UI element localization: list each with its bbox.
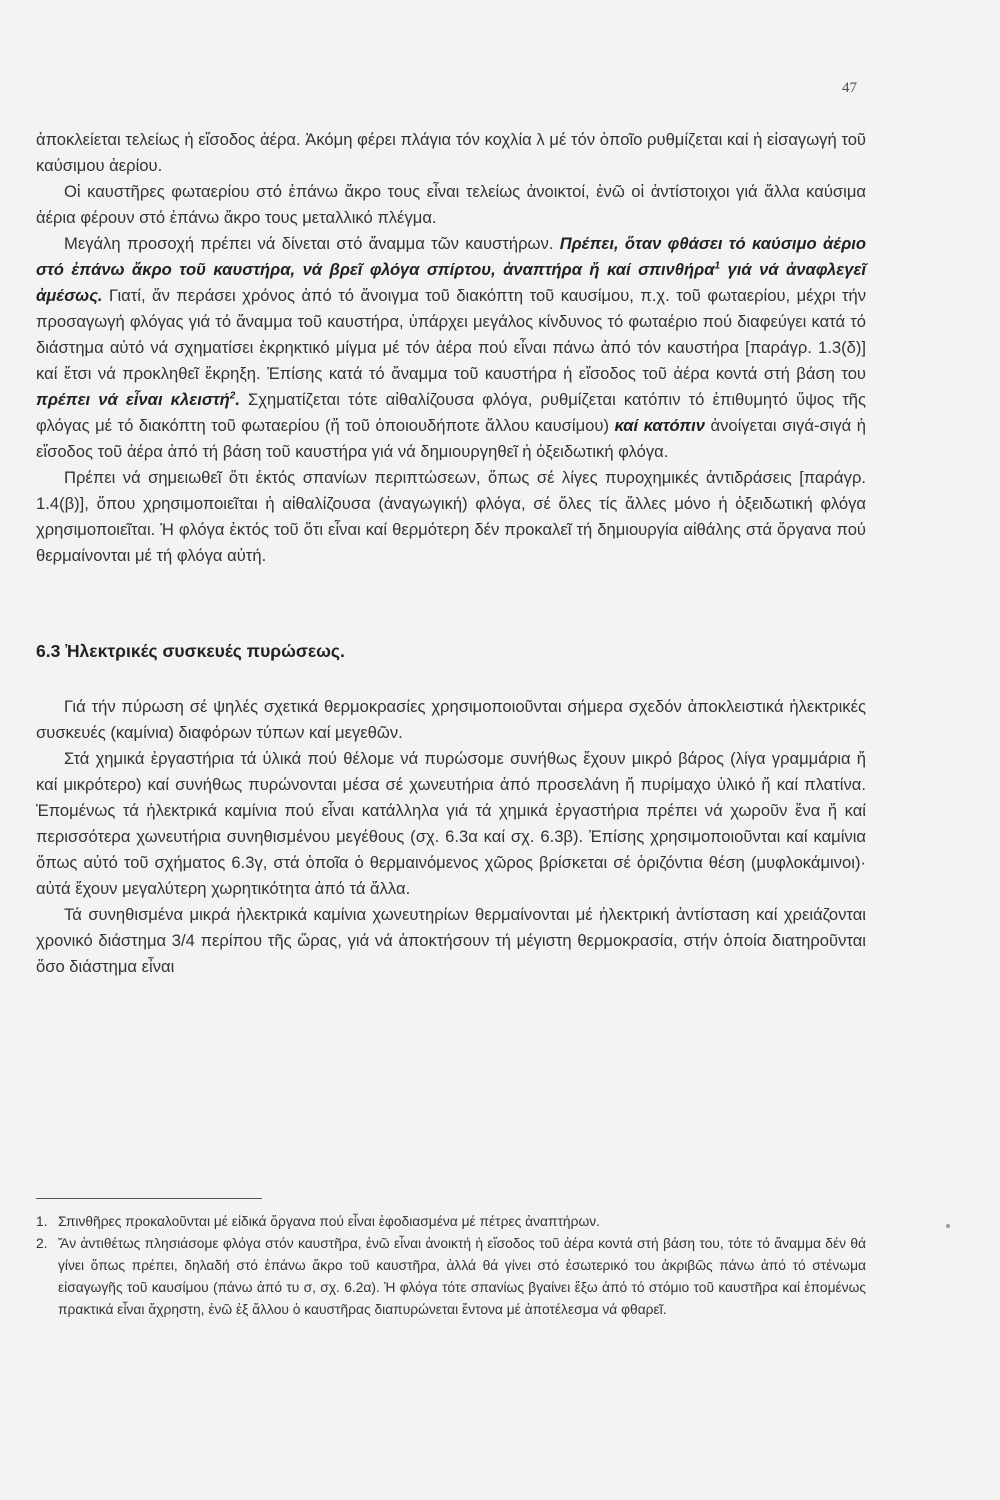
paragraph-text: Οἱ καυστῆρες φωταερίου στό ἐπάνω ἄκρο τους εἶναι τελείως ἀνοικτοί, ἐνῶ οἱ ἀντίστοιχοι γιά ἄλλα καύσιμα ἀέρια φέρουν στό ἐπάνω ἄκρο τους μεταλλικό πλέγμα. xyxy=(36,182,866,227)
paragraph-text: Πρέπει νά σημειωθεῖ ὅτι ἐκτός σπανίων περιπτώσεων, ὅπως σέ λίγες πυροχημικές ἀντιδράσεις [παράγρ. 1.4(β)], ὅπου χρησιμοποιεῖται ἡ αἰθαλίζουσα (ἀναγωγική) φλόγα, σέ ὅλες τίς ἄλλες μόνο ἡ ὀξειδωτική φλόγα χρησιμοποιεῖται. Ἡ φλόγα ἐκτός τοῦ ὅτι εἶναι καί θερμότερη δέν προκαλεῖ τή δημιουργία αἰθάλης στά ὄργανα πού θερμαίνονται μέ τή φλόγα αὐτή. xyxy=(36,468,866,565)
paragraph-continued xyxy=(36,127,866,179)
section-heading: 6.3 Ἠλεκτρικές συσκευές πυρώσεως. xyxy=(36,641,345,661)
paragraph-text: ἀνοίγεται σιγά-σιγά ἡ εἴσοδος τοῦ ἀέρα ἀπό τή βάση τοῦ καυστήρα γιά νά δημιουργηθεῖ ἡ ὀξειδωτική φλόγα. xyxy=(36,416,866,461)
paragraph-burners-top xyxy=(36,179,866,231)
paragraph-text: Στά χημικά ἐργαστήρια τά ὑλικά πού θέλομε νά πυρώσομε συνήθως ἔχουν μικρό βάρος (λίγα γραμμάρια ἤ καί μικρότερο) καί συνήθως πυρώνονται μέσα σέ χωνευτήρια ἀπό προσελάνη ἤ πυρίμαχο ὑλικό ἤ καί πλατίνα. Ἑπομένως τά ἠλεκτρικά καμίνια πού εἶναι κατάλληλα γιά τά χημικά ἐργαστήρια πρέπει νά χωροῦν ἕνα ἤ καί περισσότερα χωνευτήρια συνηθισμένου μεγέθους (σχ. 6.3α καί σχ. 6.3β). Ἐπίσης χρησιμοποιοῦνται καί καμίνια ὅπως αὐτό τοῦ σχήματος 6.3γ, στά ὁποῖα ὁ θερμαινόμενος χῶρος βρίσκεται σέ ὁριζόντια θέση (μυφλοκάμινοι)· αὐτά ἔχουν μεγαλύτερη χωρητικότητα ἀπό τά ἄλλα. xyxy=(36,749,866,898)
emphasis-text: . xyxy=(235,390,240,409)
emphasis-text: πρέπει νά εἶναι κλειστή xyxy=(36,390,230,409)
paragraph-text: Γιατί, ἄν περάσει χρόνος ἀπό τό ἄνοιγμα τοῦ διακόπτη τοῦ καυσίμου, π.χ. τοῦ φωταερίου, μέχρι τήν προσαγωγή φλόγας γιά τό ἄναμμα τοῦ καυστήρα, ὑπάρχει μεγάλος κίνδυνος τό φωταέριο πού διαφεύγει κατά τό διάστημα αὐτό νά σχηματίσει ἐκρηκτικό μίγμα μέ τόν ἀέρα πού εἶναι πάνω ἀπό τόν καυστήρα [παράγρ. 1.3(δ)] καί ἔτσι νά προκληθεῖ ἔκρηξη. Ἐπίσης κατά τό ἄναμμα τοῦ καυστήρα ἡ εἴσοδος τοῦ ἀέρα κοντά στή βάση του xyxy=(36,286,866,383)
footnote-2 xyxy=(36,1233,866,1321)
footnote-1 xyxy=(36,1211,866,1233)
paragraph-text: Γιά τήν πύρωση σέ ψηλές σχετικά θερμοκρασίες χρησιμοποιοῦνται σήμερα σχεδόν ἀποκλειστικά ἠλεκτρικές συσκευές (καμίνια) διαφόρων τύπων καί μεγεθῶν. xyxy=(36,697,866,742)
paragraph-electric-devices xyxy=(36,694,866,746)
paragraph-burner-ignition xyxy=(36,231,866,465)
paragraph-furnace-heating xyxy=(36,902,866,980)
footnote-divider xyxy=(36,1198,262,1199)
footnote-number: 2. xyxy=(36,1236,48,1251)
footnotes xyxy=(36,1198,866,1321)
footnote-ref-2: 2 xyxy=(229,390,236,402)
paragraph-text: Τά συνηθισμένα μικρά ἠλεκτρικά καμίνια χωνευτηρίων θερμαίνονται μέ ἠλεκτρική ἀντίσταση καί χρειάζονται χρονικό διάστημα 3/4 περίπου τῆς ὥρας, γιά νά ἀποκτήσουν τή μέγιστη θερμοκρασία, στήν ὁποία διατηροῦνται ὅσο διάστημα εἶναι xyxy=(36,905,866,976)
emphasis-text: καί κατόπιν xyxy=(614,416,705,435)
paragraph-text: Μεγάλη προσοχή πρέπει νά δίνεται στό ἄναμμα τῶν καυστήρων. xyxy=(64,234,560,253)
footnote-number: 1. xyxy=(36,1214,48,1229)
paragraph-crucibles xyxy=(36,746,866,902)
scan-speck xyxy=(946,1224,950,1228)
footnote-text: Σπινθῆρες προκαλοῦνται μέ εἰδικά ὄργανα πού εἶναι ἐφοδιασμένα μέ πέτρες ἀναπτήρων. xyxy=(58,1214,600,1229)
body-text xyxy=(36,127,866,980)
page-number: 47 xyxy=(842,80,857,96)
paragraph-oxidizing-flame xyxy=(36,465,866,569)
emphasis-text: Πρέπει, ὅταν φθάσει τό καύσιμο ἀέριο στό ἐπάνω ἄκρο τοῦ καυστήρα, νά βρεῖ φλόγα σπίρτου, ἀναπτήρα ἤ καί σπινθήρα xyxy=(36,234,866,279)
emphasis-text: γιά νά ἀναφλεγεῖ ἀμέσως. xyxy=(36,260,866,305)
paragraph-text: ἀποκλείεται τελείως ἡ εἴσοδος ἀέρα. Ἀκόμη φέρει πλάγια τόν κοχλία λ μέ τόν ὁποῖο ρυθμίζεται καί ἡ εἰσαγωγή τοῦ καύσιμου ἀερίου. xyxy=(36,130,866,175)
footnote-text: Ἄν ἀντιθέτως πλησιάσομε φλόγα στόν καυστῆρα, ἐνῶ εἶναι ἀνοικτή ἡ εἴσοδος τοῦ ἀέρα κοντά στή βάση του, τότε τό ἄναμμα δέν θά γίνει ὅπως πρέπει, δηλαδή στό ἐπάνω ἄκρο τοῦ καυστῆρα, ἀλλά θά γίνει στό ἐσωτερικό του ἀκριβῶς πάνω ἀπό τό στένωμα εἰσαγωγῆς τοῦ καυσίμου (πάνω ἀπό τυ σ, σχ. 6.2α). Ἡ φλόγα τότε σπανίως βγαίνει ἔξω ἀπό τό στόμιο τοῦ καυστῆρα καί ἑπομένως πρακτικά εἶναι ἄχρηστη, ἐνῶ ἐξ ἄλλου ὁ καυστῆρας διαπυρώνεται ἔντονα μέ ἀποτέλεσμα νά φθαρεῖ. xyxy=(58,1236,866,1317)
footnote-ref-1: 1 xyxy=(714,260,721,272)
paragraph-text: Σχηματίζεται τότε αἰθαλίζουσα φλόγα, ρυθμίζεται κατόπιν τό ἐπιθυμητό ὕψος τῆς φλόγας μέ τό διακόπτη τοῦ φωταερίου (ἤ τοῦ ὁποιουδήποτε ἄλλου καυσίμου) xyxy=(36,390,867,435)
